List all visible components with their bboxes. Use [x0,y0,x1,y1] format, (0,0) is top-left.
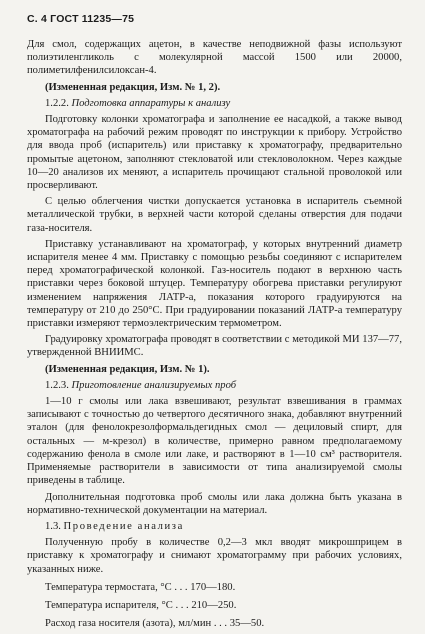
section-heading [27,97,402,110]
amendment-note: (Измененная редакция, Изм. № 1, 2). [45,81,221,93]
operating-conditions [27,579,402,633]
paragraph: 1—10 г смолы или лака взвешивают, результат взвешивания в граммах записывают с точностью до четвертого десятичного знака, добавляют внутренний эталон (для фенолокрезолформальдегидных смол — дециловый спирт, для остальных — м-крезол) в количестве, примерно равном предполагаемому содержанию фенола в смоле или лаке, и растворяют в 1—10 см³ растворителя. Применяемые растворители в зависимости от типа анализируемой смолы приведены в таблице. [27,396,402,487]
section-heading [27,379,402,392]
paragraph: С целью облегчения чистки допускается установка в испаритель съемной металлической трубки, в верхней части которой сделаны отверстия для подачи газа-носителя. [27,196,402,234]
condition-item: Температура термостата, °С . . . 170—180. [45,581,236,593]
paragraph: Приставку устанавливают на хроматограф, у которых внутренний диаметр испарителя менее 4 мм. Приставку с помощью резьбы соединяют с испарителем перед хроматографической колонкой. Газ-носитель подают в верхнюю часть приставки через боковой штуцер. Температуру обогрева приставки регулируют изменением напряжения ЛАТР-а, показания которого градуируются на температуру от 210 до 250°С. При градуировании показаний ЛАТР-а температуру приставки измеряют термоэлектрическим термометром. [27,238,402,330]
condition-item: Температура испарителя, °С . . . 210—250. [45,599,237,611]
section-title: Приготовление анализируемых проб [71,379,237,391]
section-number: 1.2.3. [45,379,69,391]
section-title: Подготовка аппаратуры к анализу [71,97,231,109]
paragraph: Полученную пробу в количестве 0,2—3 мкл вводят микрошприцем в приставку к хроматографу и снимают хроматограмму при рабочих условиях, указанных ниже. [27,537,402,575]
paragraph: Дополнительная подготовка проб смолы или лака должна быть указана в нормативно-технической документации на материал. [27,491,402,516]
condition-item: Расход газа носителя (азота), мл/мин . . . 35—50. [45,617,265,629]
paragraph: Подготовку колонки хроматографа и заполнение ее насадкой, а также вывод хроматографа на рабочий режим проводят по инструкции к прибору. Устройство для ввода проб (испаритель) или приставку к хроматографу, предварительно промытые ацетоном, заполняют стекловатой или стекловолокном. Через каждые 10—20 анализов их меняют, а испаритель прочищают стальной проволокой или просверливают. [27,114,402,192]
paragraph: Для смол, содержащих ацетон, в качестве неподвижной фазы используют полиэтиленгликоль с молекулярной массой 1500 или 20000, полиметилфенилсилоксан-4. [27,39,402,77]
paragraph: Градуировку хроматографа проводят в соответствии с методикой МИ 137—77, утвержденной ВНИИМС. [27,334,402,359]
amendment-note: (Измененная редакция, Изм. № 1). [45,363,210,375]
page-header: С. 4 ГОСТ 11235—75 [27,13,135,25]
section-heading [27,520,402,533]
section-number: 1.3. [45,520,61,532]
section-title: Проведение анализа [63,520,184,532]
document-body [27,38,402,633]
section-number: 1.2.2. [45,97,69,109]
